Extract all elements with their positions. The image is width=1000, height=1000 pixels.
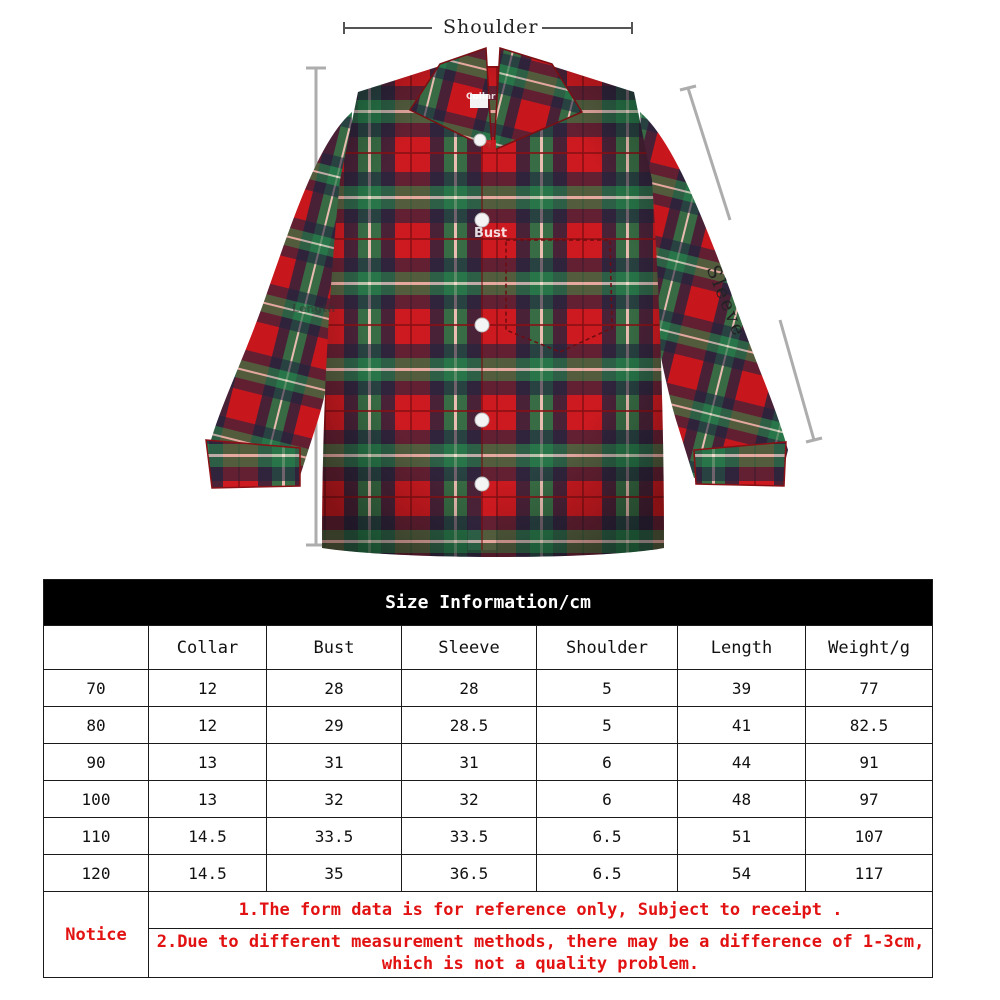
table-title: Size Information/cm [44,580,933,626]
table-row [44,707,933,744]
cell-size: 110 [44,818,149,855]
cell-collar: 13 [149,781,267,818]
cell-shoulder: 6.5 [537,818,678,855]
cell-shoulder: 6 [537,744,678,781]
cell-length: 41 [678,707,806,744]
header-weight: Weight/g [806,626,933,670]
cell-length: 51 [678,818,806,855]
cell-sleeve: 28 [402,670,537,707]
cell-sleeve: 31 [402,744,537,781]
cell-collar: 14.5 [149,855,267,892]
notice-line-2: 2.Due to different measurement methods, there may be a difference of 1-3cm, which is not a quality problem. [149,929,933,978]
table-header-row [44,626,933,670]
cell-bust: 32 [267,781,402,818]
cell-collar: 12 [149,707,267,744]
bust-measure-label: Bust [474,226,508,241]
table-row [44,818,933,855]
cell-size: 70 [44,670,149,707]
size-information-table [43,579,933,978]
length-measure-label: Length [292,302,336,315]
cell-shoulder: 5 [537,707,678,744]
cell-size: 100 [44,781,149,818]
cell-collar: 13 [149,744,267,781]
cell-size: 90 [44,744,149,781]
header-collar: Collar [149,626,267,670]
header-size [44,626,149,670]
cell-shoulder: 6.5 [537,855,678,892]
cell-size: 80 [44,707,149,744]
cell-length: 39 [678,670,806,707]
cell-bust: 29 [267,707,402,744]
notice-line-1: 1.The form data is for reference only, Subject to receipt . [149,892,933,929]
right-cuff [694,442,786,486]
cell-weight: 117 [806,855,933,892]
cell-sleeve: 32 [402,781,537,818]
cell-bust: 31 [267,744,402,781]
header-shoulder: Shoulder [537,626,678,670]
shoulder-measure-label: Shoulder [443,16,539,38]
cell-weight: 107 [806,818,933,855]
table-title-row [44,580,933,626]
header-bust: Bust [267,626,402,670]
cell-bust: 28 [267,670,402,707]
cell-sleeve: 33.5 [402,818,537,855]
table-row [44,855,933,892]
chest-pocket [506,240,612,352]
cell-size: 120 [44,855,149,892]
cell-weight: 82.5 [806,707,933,744]
notice-row [44,892,933,929]
cell-weight: 77 [806,670,933,707]
cell-shoulder: 6 [537,781,678,818]
cell-sleeve: 28.5 [402,707,537,744]
header-length: Length [678,626,806,670]
cell-bust: 33.5 [267,818,402,855]
notice-row [44,929,933,978]
cell-collar: 12 [149,670,267,707]
cell-collar: 14.5 [149,818,267,855]
cell-weight: 97 [806,781,933,818]
cell-weight: 91 [806,744,933,781]
table-row [44,744,933,781]
notice-label: Notice [44,892,149,978]
cell-length: 54 [678,855,806,892]
cell-shoulder: 5 [537,670,678,707]
sleeve-measure-label: Sleeve [701,262,751,341]
cell-bust: 35 [267,855,402,892]
left-cuff [206,440,300,488]
header-sleeve: Sleeve [402,626,537,670]
table-row [44,670,933,707]
cell-length: 48 [678,781,806,818]
cell-sleeve: 36.5 [402,855,537,892]
collar-measure-label: Collar [466,92,496,102]
table-row [44,781,933,818]
cell-length: 44 [678,744,806,781]
